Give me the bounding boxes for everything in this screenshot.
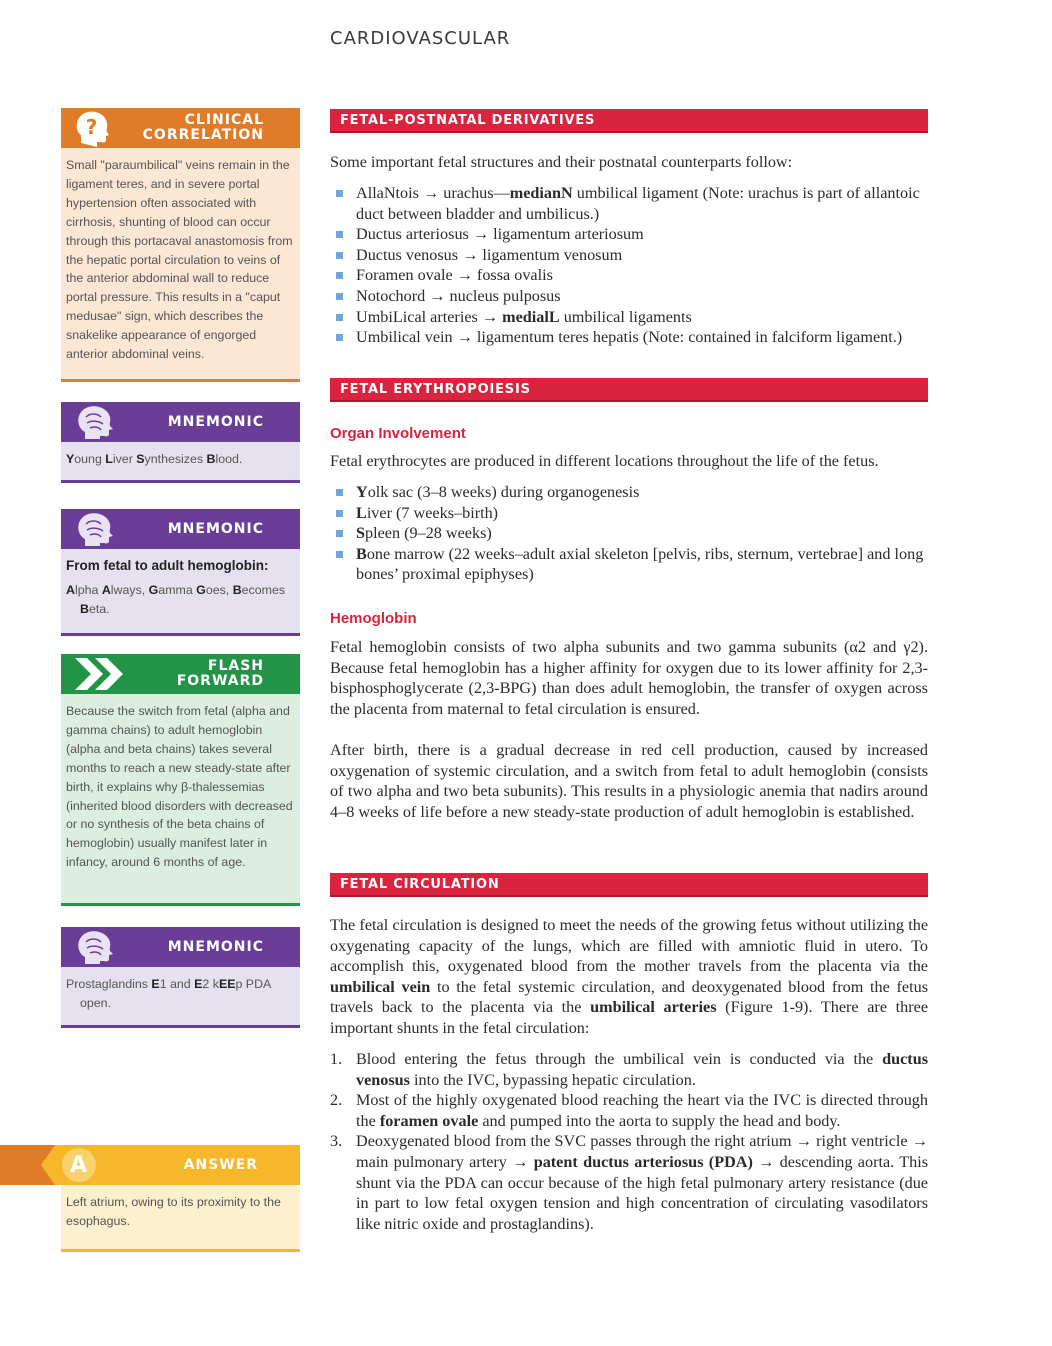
list-item bbox=[330, 544, 928, 585]
mnemonic-word: amma bbox=[158, 582, 197, 597]
subheading-hemoglobin: Hemoglobin bbox=[330, 610, 417, 627]
item-text: AllaNtois → urachus— bbox=[356, 184, 510, 202]
item-bold: S bbox=[356, 524, 366, 543]
hemoglobin-paragraph-1: Fetal hemoglobin consists of two alpha subunits and two gamma subunits (α2 and γ2). Because fetal hemoglobin has a higher affinity for oxygen due to its lower affinity for 2,3-bisphosphoglycerate (2,3-BPG) than does adult hemoglobin, the transfer of oxygen across the placenta from maternal to fetal circulation is ensured. bbox=[330, 638, 928, 718]
mnemonic-word: Prostaglandins bbox=[66, 977, 152, 991]
organ-list bbox=[330, 482, 928, 585]
item-text: pleen (9–28 weeks) bbox=[365, 524, 492, 543]
mnemonic-word: ecomes bbox=[241, 582, 286, 597]
mnemonic-initial: A bbox=[66, 582, 75, 597]
mnemonic-initial: L bbox=[105, 452, 113, 466]
clinical-title-line2: CORRELATION bbox=[142, 127, 264, 143]
item-text: Blood entering the fetus through the umbilical vein is conducted via the bbox=[356, 1050, 883, 1068]
flash-title-line1: FLASH bbox=[207, 658, 264, 674]
svg-text:?: ? bbox=[85, 115, 99, 139]
item-text: UmbiLical arteries → bbox=[356, 307, 503, 326]
mnemonic-word: oung bbox=[74, 452, 106, 466]
list-item bbox=[330, 183, 928, 224]
item-text: olk sac (3–8 weeks) during organogenesis bbox=[367, 483, 640, 501]
item-bold: foramen ovale bbox=[379, 1111, 479, 1130]
mnemonic-word: p PDA open. bbox=[80, 977, 271, 1010]
mnemonic-initial: EE bbox=[218, 977, 236, 991]
mnemonic-initial: B bbox=[232, 582, 242, 597]
mnemonic-initial: S bbox=[136, 452, 145, 466]
item-text: iver (7 weeks–birth) bbox=[366, 503, 499, 522]
item-bold: patent ductus arteriosus (PDA) bbox=[533, 1152, 753, 1171]
answer-title: ANSWER bbox=[183, 1157, 258, 1173]
mnemonic-header-1 bbox=[61, 402, 300, 442]
mnemonic-word: 1 and bbox=[159, 977, 195, 991]
item-bold: medianN bbox=[509, 184, 573, 202]
flash-forward-header bbox=[61, 654, 300, 694]
mnemonic-initial: E bbox=[194, 977, 203, 991]
item-text: → descending aorta. This shunt via the PDA can occur because of the high fetal pulmonary artery resistance (due in part to low fetal oxygen tension and high concentration of circulating vasodilators like nitric oxide and prostaglandins). bbox=[356, 1152, 928, 1233]
mnemonic-word: iver bbox=[112, 452, 137, 466]
list-item bbox=[330, 307, 928, 328]
mnemonic-initial: A bbox=[101, 582, 111, 597]
list-item bbox=[330, 286, 928, 307]
list-item bbox=[330, 1049, 928, 1090]
item-bold: B bbox=[356, 544, 367, 563]
circulation-intro bbox=[330, 915, 928, 1039]
item-text: Foramen ovale → fossa ovalis bbox=[356, 266, 553, 285]
brain-head-icon bbox=[75, 405, 115, 439]
subheading-organ-involvement: Organ Involvement bbox=[330, 425, 466, 442]
list-item bbox=[330, 1131, 928, 1234]
mnemonic-title-2: MNEMONIC bbox=[167, 521, 264, 537]
para-text: The fetal circulation is designed to meet the needs of the growing fetus without utilizing the oxygenating capacity of the lungs, which are filled with amniotic fluid in utero. To accomplish this, oxygenated blood from the mother travels from the placenta via the bbox=[330, 916, 928, 976]
flash-forward-text: Because the switch from fetal (alpha and gamma chains) to adult hemoglobin (alpha and beta chains) takes several months to reach a new steady-state after birth, it explains why β-thalessemias (inherited blood disorders with decreased or no synthesis of the beta chains of hemoglobin) usually manifest later in infancy, around 6 months of age. bbox=[61, 694, 300, 906]
item-bold: L bbox=[356, 503, 367, 522]
mnemonic-text-3 bbox=[61, 967, 300, 1028]
derivatives-intro: Some important fetal structures and their postnatal counterparts follow: bbox=[330, 153, 793, 171]
mnemonic-title-3: MNEMONIC bbox=[167, 939, 264, 955]
mnemonic-text-2 bbox=[61, 549, 300, 636]
derivatives-list bbox=[330, 183, 928, 348]
item-text: Most of the highly oxygenated blood reaching the heart via the IVC is directed through the bbox=[356, 1091, 928, 1130]
answer-header bbox=[61, 1145, 300, 1185]
para-bold: umbilical arteries bbox=[590, 998, 717, 1017]
answer-box bbox=[61, 1145, 300, 1252]
flash-forward-box bbox=[61, 654, 300, 906]
organ-intro: Fetal erythrocytes are produced in different locations throughout the life of the fetus. bbox=[330, 452, 879, 470]
list-item bbox=[330, 265, 928, 286]
item-bold: medialL bbox=[502, 307, 560, 326]
para-bold: umbilical vein bbox=[330, 977, 431, 996]
brain-head-icon bbox=[75, 930, 115, 964]
mnemonic-header-3 bbox=[61, 927, 300, 967]
running-head: CARDIOVASCULAR bbox=[330, 28, 511, 49]
item-text: Umbilical vein → ligamentum teres hepatis (Note: contained in falciform ligament.) bbox=[356, 328, 903, 347]
item-text: into the IVC, bypassing hepatic circulation. bbox=[409, 1070, 696, 1089]
mnemonic-initial: G bbox=[196, 582, 206, 597]
list-item bbox=[330, 503, 928, 524]
item-text: Ductus arteriosus → ligamentum arteriosum bbox=[356, 225, 644, 244]
clinical-correlation-text: Small "paraumbilical" veins remain in the ligament teres, and in severe portal hypertension often associated with cirrhosis, shunting of blood can occur through this portacaval anastomosis from the hepatic portal circulation to veins of the anterior abdominal wall to reduce portal pressure. This results in a "caput medusae" sign, which describes the snakelike appearance of engorged anterior abdominal veins. bbox=[61, 148, 300, 382]
mnemonic-box-2 bbox=[61, 509, 300, 636]
answer-letter: A bbox=[69, 1153, 89, 1178]
section-heading-circulation: FETAL CIRCULATION bbox=[330, 873, 928, 897]
item-text: Notochord → nucleus pulposus bbox=[356, 286, 561, 305]
mnemonic-text-1 bbox=[61, 442, 300, 483]
item-bold: ductus venosus bbox=[356, 1050, 928, 1089]
list-item bbox=[330, 482, 928, 503]
question-head-icon bbox=[73, 109, 113, 147]
mnemonic-word: ynthesizes bbox=[144, 452, 207, 466]
clinical-title-line1: CLINICAL bbox=[184, 112, 264, 128]
item-text: umbilical ligaments bbox=[559, 307, 692, 326]
brain-head-icon bbox=[75, 512, 115, 546]
item-text: umbilical ligament (Note: urachus is part of allantoic duct between bladder and umbilicus.) bbox=[356, 184, 920, 223]
mnemonic-initial: Y bbox=[66, 452, 75, 466]
item-number: 3. bbox=[330, 1132, 343, 1151]
mnemonic-box-1 bbox=[61, 402, 300, 483]
mnemonic-word: oes, bbox=[205, 582, 233, 597]
item-text: Deoxygenated blood from the SVC passes through the right atrium → right ventricle → main pulmonary artery → bbox=[356, 1132, 928, 1171]
mnemonic-heading-2: From fetal to adult hemoglobin: bbox=[66, 558, 269, 573]
list-item bbox=[330, 523, 928, 544]
hemoglobin-paragraph-2: After birth, there is a gradual decrease in red cell production, caused by increased oxygenation of systemic circulation, and a switch from fetal to adult hemoglobin (consists of two alpha and two beta subunits). This results in a physiologic anemia that nadirs around 4–8 weeks of life before a new steady-state production of adult hemoglobin is established. bbox=[330, 741, 928, 821]
mnemonic-box-3 bbox=[61, 927, 300, 1028]
item-number: 1. bbox=[330, 1050, 343, 1068]
mnemonic-word: eta. bbox=[88, 601, 110, 616]
double-chevron-icon bbox=[71, 656, 131, 692]
mnemonic-word: 2 k bbox=[202, 977, 219, 991]
list-item bbox=[330, 1090, 928, 1131]
item-number: 2. bbox=[330, 1091, 343, 1110]
clinical-correlation-box bbox=[61, 108, 300, 382]
item-text: Ductus venosus → ligamentum venosum bbox=[356, 245, 623, 264]
list-item bbox=[330, 327, 928, 348]
section-heading-derivatives: FETAL-POSTNATAL DERIVATIVES bbox=[330, 109, 928, 133]
list-item bbox=[330, 245, 928, 266]
para-text: to the fetal systemic circulation, and deoxygenated blood from the fetus travels back to the placenta via the bbox=[330, 977, 928, 1017]
mnemonic-title-1: MNEMONIC bbox=[167, 414, 264, 430]
mnemonic-header-2 bbox=[61, 509, 300, 549]
mnemonic-word: lpha bbox=[74, 582, 102, 597]
shunts-list bbox=[330, 1049, 928, 1234]
flash-title-line2: FORWARD bbox=[176, 673, 264, 689]
clinical-correlation-header bbox=[61, 108, 300, 148]
list-item bbox=[330, 224, 928, 245]
item-text: and pumped into the aorta to supply the head and body. bbox=[478, 1111, 841, 1130]
mnemonic-initial: G bbox=[148, 582, 159, 597]
mnemonic-initial: E bbox=[151, 977, 160, 991]
mnemonic-initial: B bbox=[80, 601, 89, 616]
mnemonic-word: lways, bbox=[110, 582, 149, 597]
mnemonic-word: lood. bbox=[215, 452, 243, 466]
para-text: (Figure 1-9). There are three important shunts in the fetal circulation: bbox=[330, 998, 929, 1037]
answer-text: Left atrium, owing to its proximity to the esophagus. bbox=[61, 1185, 300, 1252]
item-text: one marrow (22 weeks–adult axial skeleton [pelvis, ribs, sternum, vertebrae] and long bones’ proximal epiphyses) bbox=[356, 544, 924, 584]
mnemonic-initial: B bbox=[206, 452, 216, 466]
item-bold: Y bbox=[356, 483, 368, 501]
section-heading-erythropoiesis: FETAL ERYTHROPOIESIS bbox=[330, 378, 928, 402]
